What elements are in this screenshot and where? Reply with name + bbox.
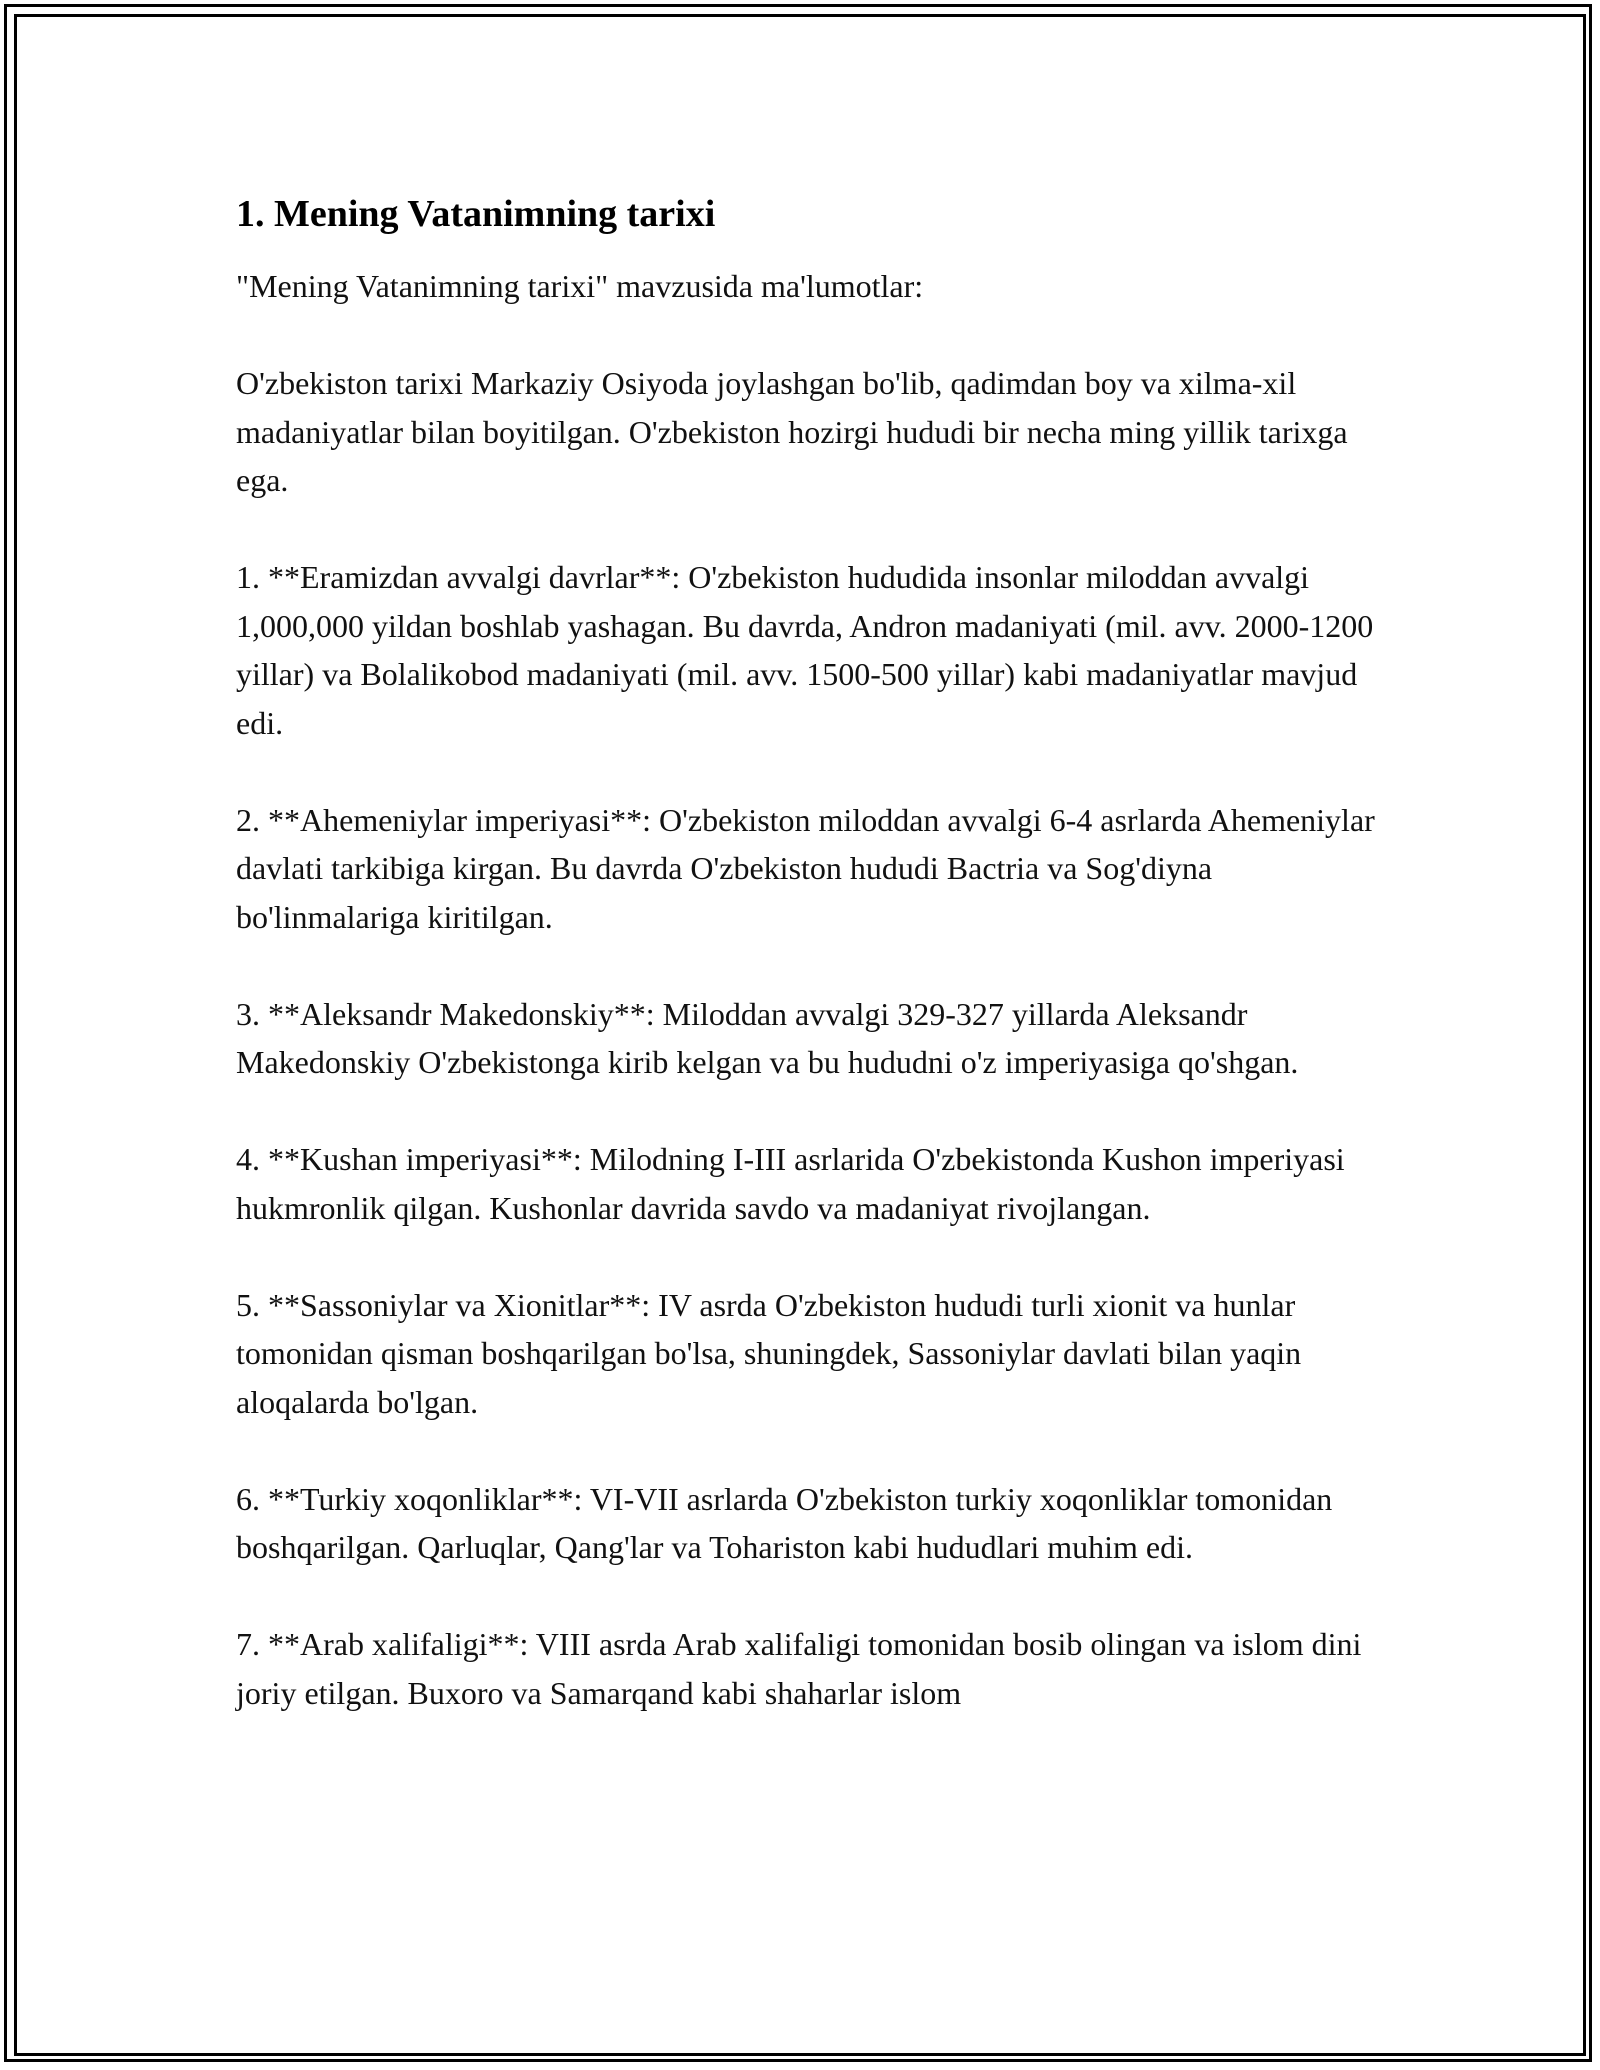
list-item-6-paragraph: 6. **Turkiy xoqonliklar**: VI-VII asrlarda O'zbekiston turkiy xoqonliklar tomonidan boshqarilgan. Qarluqlar, Qang'lar va Tohariston kabi hududlari muhim edi. [236,1480,1333,1565]
intro-paragraph: "Mening Vatanimning tarixi" mavzusida ma'lumotlar: [236,268,924,304]
document-title: 1. Mening Vatanimning tarixi [236,193,716,235]
list-item-1-paragraph: 1. **Eramizdan avvalgi davrlar**: O'zbekiston hududida insonlar miloddan avvalgi 1,000,000 yildan boshlab yashagan. Bu davrda, Andron madaniyati (mil. avv. 2000-1200 yillar) va Bolalikobod madaniyati (mil. avv. 1500-500 yillar) kabi madaniyatlar mavjud edi. [236,559,1374,741]
document-body [236,186,1376,1766]
list-item-3-paragraph: 3. **Aleksandr Makedonskiy**: Miloddan avvalgi 329-327 yillarda Aleksandr Makedonskiy O'zbekistonga kirib kelgan va bu hududni o'z imperiyasiga qo'shgan. [236,995,1299,1080]
list-item-4-paragraph: 4. **Kushan imperiyasi**: Milodning I-III asrlarida O'zbekistonda Kushon imperiyasi hukmronlik qilgan. Kushonlar davrida savdo va madaniyat rivojlangan. [236,1141,1345,1226]
list-item-2-paragraph: 2. **Ahemeniylar imperiyasi**: O'zbekiston miloddan avvalgi 6-4 asrlarda Ahemeniylar davlati tarkibiga kirgan. Bu davrda O'zbekiston hududi Bactria va Sog'diyna bo'linmalariga kiritilgan. [236,801,1375,935]
list-item-7-paragraph: 7. **Arab xalifaligi**: VIII asrda Arab xalifaligi tomonidan bosib olingan va islom dini joriy etilgan. Buxoro va Samarqand kabi shaharlar islom [236,1626,1362,1711]
overview-paragraph: O'zbekiston tarixi Markaziy Osiyoda joylashgan bo'lib, qadimdan boy va xilma-xil madaniyatlar bilan boyitilgan. O'zbekiston hozirgi hududi bir necha ming yillik tarixga ega. [236,365,1348,498]
list-item-5-paragraph: 5. **Sassoniylar va Xionitlar**: IV asrda O'zbekiston hududi turli xionit va hunlar tomonidan qisman boshqarilgan bo'lsa, shuningdek, Sassoniylar davlati bilan yaqin aloqalarda bo'lgan. [236,1286,1302,1420]
